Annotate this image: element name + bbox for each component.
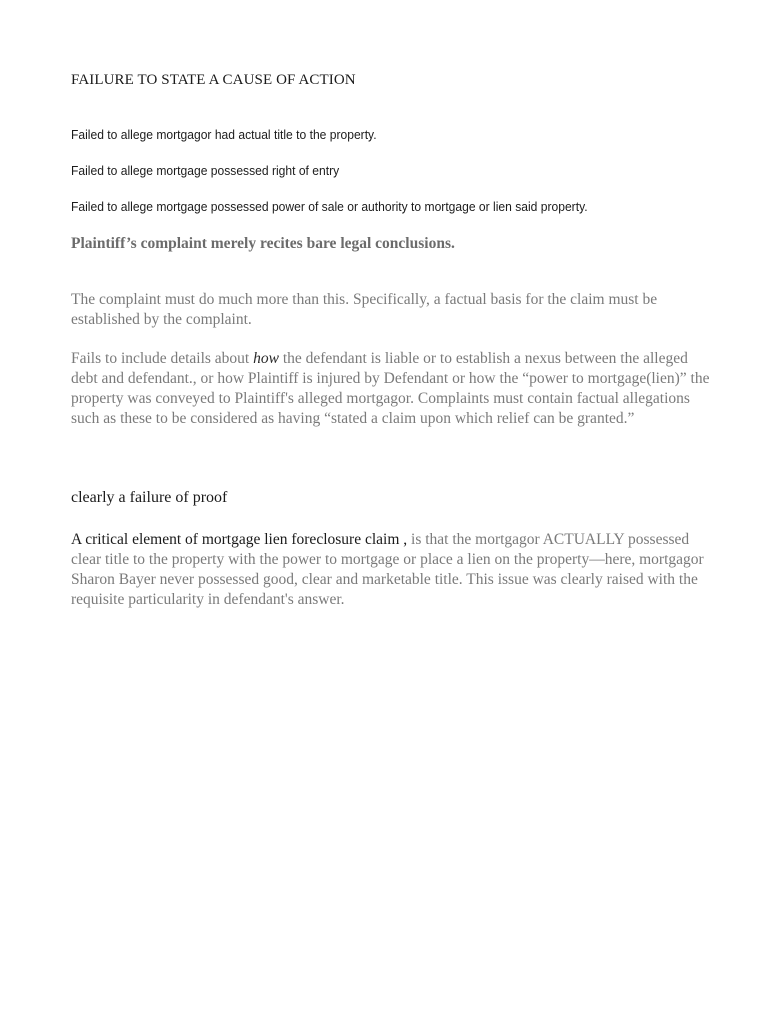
paragraph-details-before: Fails to include details about	[71, 350, 254, 367]
paragraph-details-after: the defendant is liable or to establish a nexus between the alleged debt and defendant., or how Plaintiff is injured by Defendant or how the “power to mortgage(lien)” the property was conveyed to Plaintiff's alleged mortgagor. Complaints must contain factual allegations such as these to be considered as having “stated a claim upon which relief can be granted.”	[71, 350, 710, 427]
paragraph-details-emphasis: how	[253, 350, 279, 367]
paragraph-critical-element	[71, 530, 711, 610]
failure-item-power-of-sale: Failed to allege mortgage possessed power of sale or authority to mortgage or lien said property.	[71, 199, 588, 214]
bold-statement: Plaintiff’s complaint merely recites bare legal conclusions.	[71, 235, 455, 252]
subheading-failure-of-proof: clearly a failure of proof	[71, 489, 228, 506]
failure-item-title: Failed to allege mortgagor had actual title to the property.	[71, 127, 377, 142]
document-heading: FAILURE TO STATE A CAUSE OF ACTION	[71, 72, 356, 88]
paragraph-critical-element-lead: A critical element of mortgage lien foreclosure claim ,	[71, 531, 408, 548]
paragraph-critical-element-rest: is that the mortgagor ACTUALLY possessed clear title to the property with the power to mortgage or place a lien on the property—here, mortgagor Sharon Bayer never possessed good, clear and marketable title. This issue was clearly raised with the requisite particularity in defendant's answer.	[71, 531, 704, 608]
paragraph-factual-basis: The complaint must do much more than this. Specifically, a factual basis for the claim must be established by the complaint.	[71, 291, 658, 328]
failure-item-entry: Failed to allege mortgage possessed right of entry	[71, 163, 340, 178]
paragraph-details	[71, 349, 711, 429]
